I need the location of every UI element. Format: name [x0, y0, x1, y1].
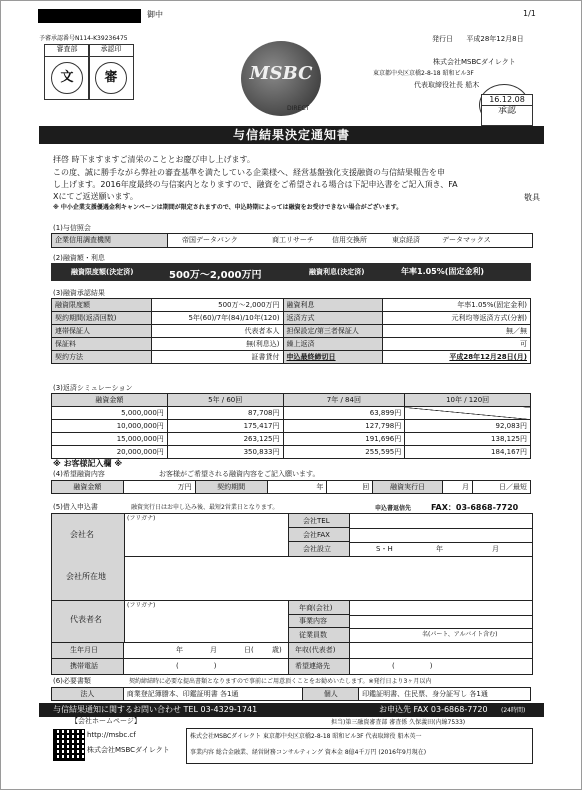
table-header-row: 融資金額 5年 / 60回 7年 / 84回 10年 / 120回 — [52, 394, 531, 407]
loan-rate-label: 融資利息(決定済) — [309, 268, 365, 276]
campaign-note: ※ 中小企業支援優遇金利キャンペーンは期間が限定されますので、申込時期によっては融資をお受けできない場合がございます。 — [53, 204, 403, 211]
representative-name-label: 代表者名 — [70, 615, 102, 624]
stamp-boxes — [44, 44, 134, 99]
agency-5: データマックス — [442, 236, 491, 244]
contact-bar: 与信結果通知に関するお問い合わせ TEL 03-4329-1741 お申込先 FAX 03-6868-7720 (24時間) — [39, 703, 544, 717]
loan-summary-bar — [51, 263, 531, 281]
section-credit-check-heading: (1)与信照会 — [53, 224, 91, 232]
company-info-box — [186, 728, 533, 764]
section-application-heading: (5)借入申込書 — [53, 503, 98, 511]
company-fax-field[interactable] — [350, 528, 530, 542]
loan-amount-field[interactable]: 万円 — [123, 481, 195, 494]
not-applicable-cell — [405, 407, 531, 420]
table-row: 契約期間(返済回数) 5年(60)/7年(84)/10年(120) 返済方式 元利均等返済方式(分割) — [52, 312, 531, 325]
loan-rate-value: 年率1.05%(固定金利) — [401, 267, 485, 276]
staff-contact: 担当)第三融資審査部 審査係 久保義田(内線7533) — [331, 719, 466, 726]
table-row: 5,000,000円 87,708円 63,899円 — [52, 407, 531, 420]
employees-note: 名(パート、アルバイト含む) — [422, 631, 498, 638]
intro-line-3: Xにてご返送願います。 — [53, 192, 138, 201]
recipient-suffix: 御中 — [147, 10, 163, 19]
customer-entry-heading: ※ お客様記入欄 ※ — [53, 459, 123, 468]
date-approval-stamp: 16.12.08 承認 — [481, 94, 533, 126]
agency-2: 商工リサーチ — [272, 236, 314, 244]
contract-years-field[interactable]: 年 — [267, 481, 327, 494]
table-row: 法人 商業登記簿謄本、印鑑証明書 各1通 個人 印鑑証明書、住民票、身分証写し 各1通 — [52, 688, 531, 701]
section-approval-heading: (3)融資承認結果 — [53, 289, 105, 297]
contract-count-field[interactable]: 回 — [327, 481, 373, 494]
table-row: 20,000,000円 350,833円 255,595円 184,167円 — [52, 446, 531, 459]
company-tel-field[interactable] — [350, 514, 530, 528]
intro-line-1: この度、誠に勝手ながら弊社の審査基準を満たしている企業様へ、経営基盤強化支援融資の与信結果報告を申 — [53, 168, 445, 177]
desired-loan-table — [51, 480, 531, 494]
table-row: 保証料 無(利息込) 繰上返済 可 — [52, 338, 531, 351]
table-row: 融資限度額 500万～2,000万円 融資利息 年率1.05%(固定金利) — [52, 299, 531, 312]
application-form: (フリガナ) 会社名 会社TEL 会社FAX 会社設立 S・H 年 月 会社所在地 代表者名 (フリガナ) 年商(会社) 事業内容 従業員数 名(パート、アルバイト含む) 生年月日 年 月 日( 歳) 年収(代表者) 携帯電話 ( ) 希望連絡先 ( ) — [51, 513, 533, 675]
company-name-label: 会社名 — [70, 530, 94, 539]
application-note: 融資実行日はお申し込み後、最短2営業日となります。 — [131, 504, 279, 511]
execution-month-field[interactable]: 月 — [443, 481, 473, 494]
page-number: 1/1 — [523, 9, 536, 18]
execution-day-field[interactable]: 日／最短 — [473, 481, 531, 494]
income-field[interactable] — [350, 643, 530, 658]
company-name: 株式会社MSBCダイレクト — [433, 58, 516, 66]
agency-4: 東京経済 — [392, 236, 420, 244]
company-info-line-1: 株式会社MSBCダイレクト 東京都中央区京橋2-8-18 昭和ビル3F 代表取締役 船木英一 — [190, 733, 422, 740]
section-desired-loan-heading: (4)希望融資内容 — [53, 470, 105, 478]
table-row: 契約方法 証書貸付 申込最終締切日 平成28年12月28日(月) — [52, 351, 531, 364]
credit-agency-label: 企業信用調査機関 — [52, 234, 168, 247]
credit-agency-row — [51, 233, 533, 248]
inquiry-tel: 与信結果通知に関するお問い合わせ TEL 03-4329-1741 — [53, 705, 258, 714]
greeting: 拝啓 時下ますますご清栄のこととお慶び申し上げます。 — [53, 155, 255, 164]
company-address-label: 会社所在地 — [66, 572, 106, 581]
apply-fax: お申込先 FAX 03-6868-7720 — [379, 705, 488, 714]
table-row: 融資金額 万円 契約期間 年 回 融資実行日 月 日／最短 — [52, 481, 531, 494]
loan-limit-value: 500万～2,000万円 — [169, 270, 262, 281]
company-representative: 代表取締役社長 船木 — [414, 81, 480, 89]
msbc-logo: MSBC DIRECT — [241, 41, 321, 116]
agency-1: 帝国データバンク — [182, 236, 238, 244]
table-row: 10,000,000円 175,417円 127,798円 92,083円 — [52, 420, 531, 433]
revenue-field[interactable] — [350, 601, 530, 615]
desired-loan-note: お客様がご希望される融資内容をご記入願います。 — [159, 470, 320, 478]
fax-return-label: 申込書返信先 — [375, 505, 412, 512]
company-short-name: 株式会社MSBCダイレクト — [87, 746, 170, 754]
mobile-phone-field[interactable]: ( ) — [176, 662, 217, 670]
stamp-label-review: 審査部 — [44, 44, 90, 57]
approval-table — [51, 298, 531, 364]
company-name-field[interactable] — [125, 514, 287, 556]
contact-field[interactable]: ( ) — [392, 662, 433, 670]
qr-code-icon — [53, 729, 85, 761]
homepage-url[interactable]: http://msbc.cf — [87, 731, 136, 739]
agency-3: 信用交換所 — [332, 236, 367, 244]
loan-limit-label: 融資限度額(決定済) — [71, 268, 134, 276]
company-address: 東京都中央区京橋2-8-18 昭和ビル3F — [373, 70, 474, 77]
company-address-field[interactable] — [125, 557, 531, 600]
simulation-table — [51, 393, 531, 459]
company-info-line-2: 事業内容 総合金融業、経営財務コンサルティング 資本金 8億4千万円 (2016年9月現在) — [190, 749, 427, 756]
business-field[interactable] — [350, 615, 530, 628]
fax-return-number: FAX：03-6868-7720 — [431, 503, 519, 512]
section-documents-heading: (6)必要書類 — [53, 677, 91, 685]
document-title: 与信結果決定通知書 — [39, 126, 544, 144]
redacted-recipient — [38, 9, 141, 23]
table-row: 連帯保証人 代表者本人 担保設定/第三者保証人 無／無 — [52, 325, 531, 338]
representative-name-field[interactable] — [125, 601, 287, 642]
issue-date: 発行日 平成28年12月8日 — [432, 35, 524, 43]
documents-note: 契約締結時に必要な提出書類となりますので事前にご用意頂くことをお勧めいたします。※発行日より3ヶ月以内 — [129, 678, 432, 685]
documents-table — [51, 687, 531, 701]
stamp-label-approval: 承認印 — [88, 44, 134, 57]
review-stamp: 文 — [51, 62, 83, 94]
table-row: 15,000,000円 263,125円 191,696円 138,125円 — [52, 433, 531, 446]
section-loan-amount-heading: (2)融資額・利息 — [53, 254, 105, 262]
pre-approval-number: 予審承認番号N114-K39236475 — [39, 35, 128, 42]
homepage-label: 【会社ホームページ】 — [71, 717, 141, 725]
approval-stamp: 審 — [95, 62, 127, 94]
closing: 敬具 — [524, 193, 540, 202]
section-simulation-heading: (3)返済シミュレーション — [53, 384, 133, 392]
intro-line-2: し上げます。2016年度最終の与信案内となりますので、融資をご希望される場合は下記申込書をご記入頂き、FA — [53, 180, 458, 189]
